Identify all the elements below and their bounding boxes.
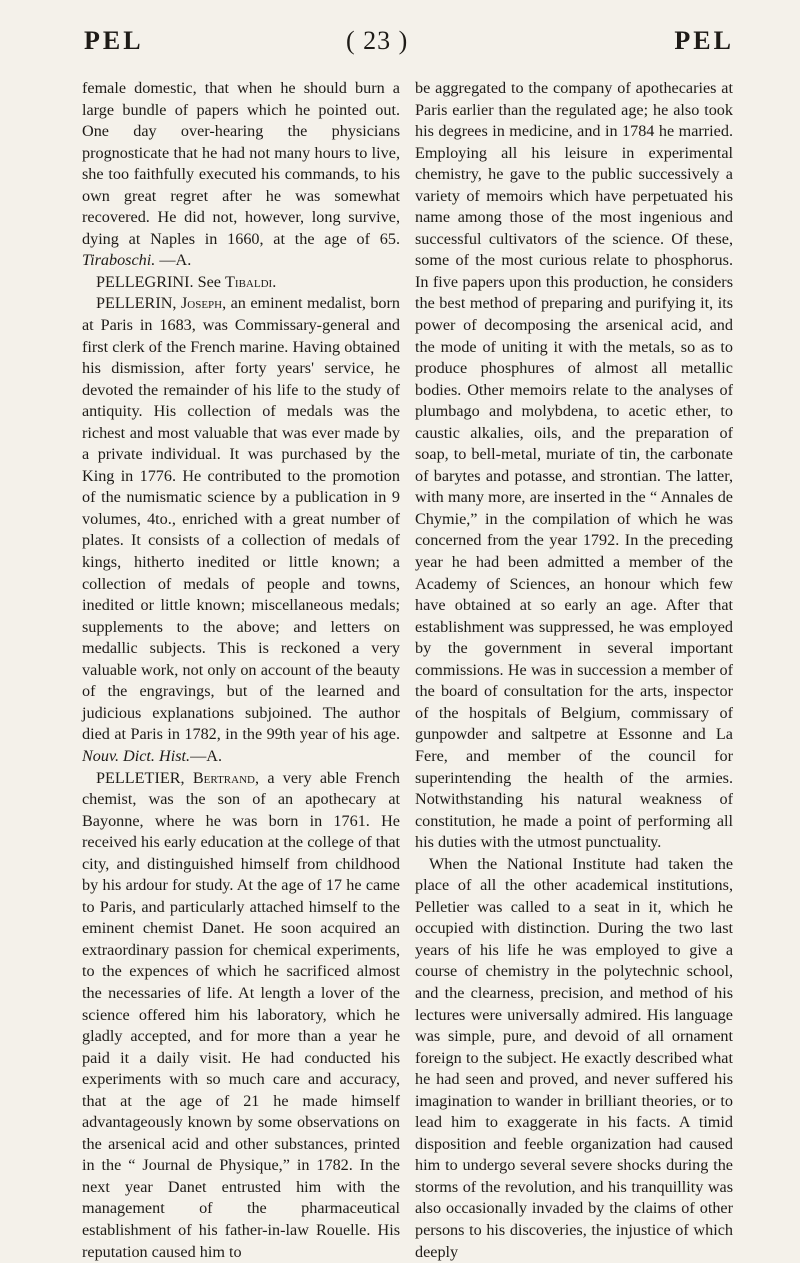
header-left-word: PEL	[84, 26, 144, 56]
entry-forename: Bertrand,	[193, 769, 259, 787]
author-signature: —A.	[190, 747, 222, 765]
source-citation: Nouv. Dict. Hist.	[82, 747, 190, 765]
page-number: ( 23 )	[346, 26, 408, 56]
left-column	[82, 78, 400, 1263]
entry-pellerin	[82, 293, 400, 767]
entry-body: a very able French chemist, was the son of an apothecary at Bayonne, where he was born in 1761. He received his early education at the college of that city, and distinguished himself from childhood by his ardour for study. At the age of 17 he came to Paris, and particularly attached himself to the eminent chemist Danet. He soon acquired an extraordinary passion for chemical experiments, to the expences of which he sacrificed almost the necessaries of life. At length a lover of the science offered him his laboratory, which he gladly accepted, and for more than a year he paid it a daily visit. He had conducted his experiments with so much care and accuracy, that at the age of 21 he made himself advantageously known by some observations on the arsenical acid and other substances, printed in the “ Journal de Physique,” in 1782. In the next year Danet entrusted him with the management of the pharmaceutical establishment of his father-in-law Rouelle. His reputation caused him to	[82, 769, 400, 1261]
entry-headword: PELLERIN,	[96, 294, 176, 312]
header-right-word: PEL	[674, 26, 734, 56]
author-signature: —A.	[159, 251, 191, 269]
entry-body: an eminent medalist, born at Paris in 1683, was Commissary-general and first clerk of the French marine. Having obtained his dismission, after forty years' service, he devoted the remainder of his life to the study of antiquity. His collection of medals was the richest and most valuable that was ever made by a private individual. It was purchased by the King in 1776. He contributed to the promotion of the numismatic science by a publication in 9 volumes, 4to., enriched with a great number of plates. It consists of a collection of medals of kings, hitherto inedited or little known; a collection of medals of people and towns, inedited or little known; miscellaneous medals; supplements to the above; and letters on medallic subjects. This is reckoned a very valuable work, not only on account of the beauty of the engravings, but of the learned and judicious explanations subjoined. The author died at Paris in 1782, in the 99th year of his age.	[82, 294, 400, 743]
entry-continuation: female domestic, that when he should burn a large bundle of papers which he pointed out. One day over-hearing the physicians prognosticate that he had not many hours to live, she too faithfully executed his commands, to his own great regret after he was somewhat recovered. He did not, however, long survive, dying at Naples in 1660, at the age of 65. Tiraboschi. —A.	[82, 78, 400, 272]
entry-pelletier-continued: be aggregated to the company of apothecaries at Paris earlier than the regulated age; he also took his degrees in medicine, and in 1784 he married. Employing all his leisure in experimental chemistry, he gave to the public successively a variety of memoirs which have perpetuated his name among those of the most ingenious and successful cultivators of the science. Of these, some of the most curious relate to phosphorus. In five papers upon this production, he considers the best method of preparing and purifying it, its power of decomposing the arsenical acid, and the mode of uniting it with the metals, so as to produce phosphures of almost all metallic bodies. Other memoirs relate to the analyses of plumbago and molybdena, to acetic ether, to caustic alkalies, oils, and the preparation of soap, to bell-metal, muriate of tin, the carbonate of barytes and potasse, and strontian. The latter, with many more, are inserted in the “ Annales de Chymie,” in the compilation of which he was concerned from the year 1792. In the preceding year he had been admitted a member of the Academy of Sciences, an honour which few have obtained at so early an age. After that establishment was suppressed, he was employed by the government in several important commissions. He was in succession a member of the board of consultation for the arts, inspector of the hospitals of Belgium, commissary of gunpowder and saltpetre at Essonne and La Fere, and member of the council for superintending the health of the armies. Notwithstanding his natural weakness of constitution, he made a point of performing all his duties with the utmost punctuality.	[415, 78, 733, 854]
entry-pellegrini: PELLEGRINI. See Tibaldi.	[82, 272, 400, 294]
entry-headword: PELLETIER,	[96, 769, 185, 787]
source-citation: Tiraboschi.	[82, 251, 155, 269]
entry-headword: PELLEGRINI.	[96, 273, 194, 291]
running-header	[84, 20, 734, 64]
entry-pelletier-paragraph: When the National Institute had taken the place of all the other academical institutions, Pelletier was called to a seat in it, which he occupied with distinction. During the two last years of his life he was employed to give a course of chemistry in the polytechnic school, and the clearness, precision, and method of his lectures were universally admired. His language was simple, pure, and devoid of all ornament foreign to the subject. He exactly described what he had seen and proved, and never suffered his imagination to wander in brilliant theories, or to lead him to exaggerate in his facts. A timid disposition and feeble organization had caused him to undergo several severe shocks during the storms of the revolution, and his tranquillity was also occasionally invaded by the claims of other persons to his discoveries, the injustice of which deeply	[415, 854, 733, 1263]
entry-forename: Joseph,	[181, 294, 226, 312]
right-column	[415, 78, 733, 1263]
cross-reference: Tibaldi.	[225, 273, 276, 291]
entry-pelletier	[82, 768, 400, 1263]
